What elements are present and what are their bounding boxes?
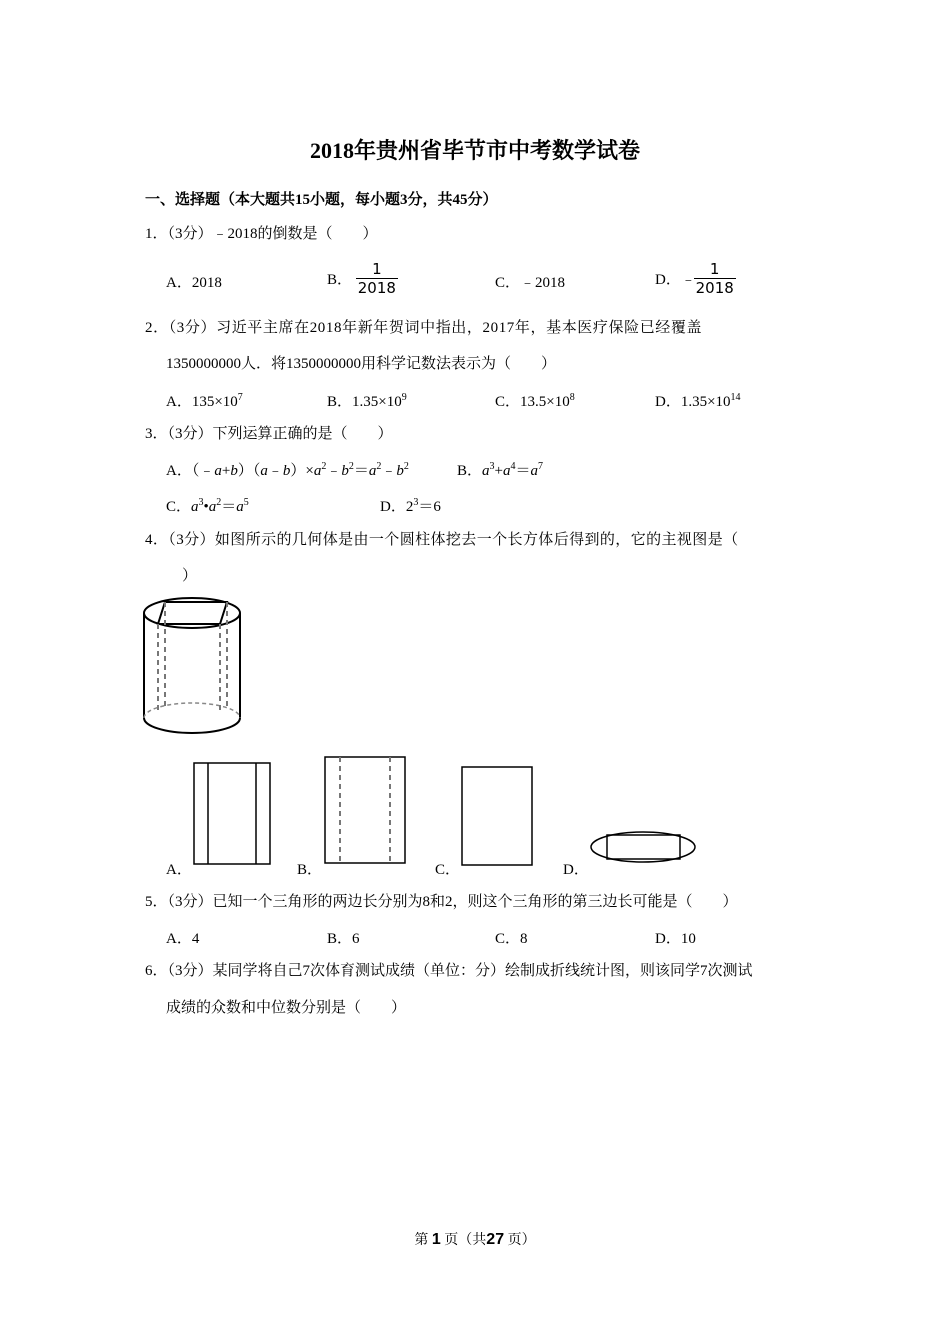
q4-option-c-figure (460, 765, 534, 867)
q3-option-b: B．$a^3+a^4=a^7$ (457, 461, 543, 479)
cylinder-figure (140, 594, 250, 744)
q6-stem-line2: 成绩的众数和中位数分别是（ ） (166, 1000, 407, 1016)
q2-option-b (327, 390, 407, 411)
q1-b-numerator: 1 (356, 260, 398, 279)
q2-stem-line1: 2．（3分）习近平主席在2018年新年贺词中指出，2017年，基本医疗保险已经覆盖 (145, 320, 703, 336)
q5-option-c: C．8 (495, 931, 528, 947)
q1-b-denominator: 2018 (357, 279, 396, 297)
q1-option-d (655, 260, 736, 297)
q5-option-d: D．10 (655, 931, 696, 947)
q3-option-a: A．$(﹣a+b)(a﹣b)\times a^2﹣b^2=a^2﹣b^2$ (166, 461, 409, 479)
section-heading: 一、选择题（本大题共15小题，每小题3分，共45分） (145, 192, 498, 208)
q2-option-d (655, 390, 741, 411)
q3-d-label: D． (380, 499, 406, 515)
q1-option-c: C．﹣2018 (495, 275, 566, 291)
q3-option-d: D．$2^3=6$ (380, 497, 441, 515)
q1-d-numerator: 1 (694, 260, 736, 279)
q4-stem-line1: 4．（3分）如图所示的几何体是由一个圆柱体挖去一个长方体后得到的，它的主视图是（ (145, 532, 739, 548)
q2-stem-line2: 1350000000人．将1350000000用科学记数法表示为（ ） (166, 356, 557, 372)
q1-option-a: A．2018 (166, 275, 222, 291)
q5-option-b: B．6 (327, 931, 360, 947)
q2-a-base: A．135×10 (166, 394, 238, 410)
q2-option-c (495, 390, 575, 411)
q3-c-label: C． (166, 499, 192, 515)
q1-option-d-sign: ﹣ (680, 272, 696, 288)
q2-c-base: C．13.5×10 (495, 394, 570, 410)
q4-option-d: D． (563, 862, 589, 878)
q3-b-label: B． (457, 463, 483, 479)
q2-c-exponent: 8 (569, 392, 575, 403)
footer-total-pages: 27 (486, 1231, 505, 1248)
footer-prefix: 第 (414, 1233, 429, 1248)
q5-stem: 5．（3分）已知一个三角形的两边长分别为8和2，则这个三角形的第三边长可能是（ ） (145, 894, 738, 910)
q2-d-exponent: 14 (730, 392, 741, 403)
footer-middle: 页（共 (444, 1233, 487, 1248)
q4-option-b: B． (297, 862, 323, 878)
q4-option-c: C． (435, 862, 461, 878)
footer-suffix: 页） (507, 1233, 536, 1248)
q1-option-b (327, 260, 398, 297)
q4-option-d-figure (588, 829, 698, 865)
q1-option-d-label: D． (655, 272, 681, 288)
q4-option-a-figure (192, 761, 272, 866)
q1-option-b-label: B． (327, 272, 353, 288)
page-title: 2018年贵州省毕节市中考数学试卷 (309, 138, 640, 163)
q2-option-a (166, 390, 243, 411)
q1-d-denominator: 2018 (695, 279, 734, 297)
q1-option-d-fraction (694, 260, 736, 297)
q4-option-a: A． (166, 862, 192, 878)
q3-option-c: C．$a^3•a^2=a^5$ (166, 497, 249, 515)
q2-b-exponent: 9 (401, 392, 407, 403)
q5-option-a: A．4 (166, 931, 200, 947)
q6-stem-line1: 6．（3分）某同学将自己7次体育测试成绩（单位：分）绘制成折线统计图，则该同学7次测试 (145, 963, 753, 979)
q3-stem: 3．（3分）下列运算正确的是（ ） (145, 426, 393, 442)
q2-b-base: B．1.35×10 (327, 394, 402, 410)
q2-d-base: D．1.35×10 (655, 394, 731, 410)
q2-a-exponent: 7 (237, 392, 243, 403)
q1-stem: 1．（3分）﹣2018的倒数是（ ） (145, 226, 378, 242)
page-footer (0, 1229, 950, 1249)
q1-option-b-fraction (356, 260, 398, 297)
footer-page-number: 1 (431, 1231, 441, 1248)
q3-a-label: A． (166, 463, 192, 479)
q4-option-b-figure (323, 755, 407, 865)
q4-stem-line2: ） (182, 568, 198, 584)
